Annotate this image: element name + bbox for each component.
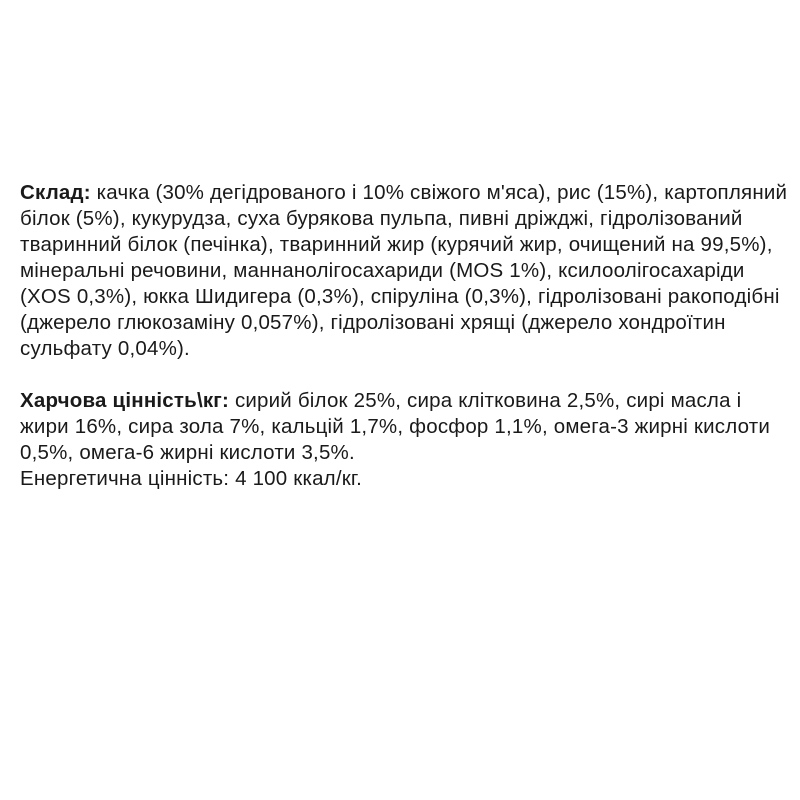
composition-label: Склад: <box>20 181 91 204</box>
composition-text: качка (30% дегідрованого і 10% свіжого м'яса), рис (15%), картопляний білок (5%), кукурудза, суха бурякова пульпа, пивні дріжджі, гідролізований тваринний білок (печінка), тваринний жир (курячий жир, очищений на 99,5%), мінеральні речовини, маннанолігосахариди (MOS 1%), ксилоолігосахаріди (XOS 0,3%), юкка Шидигера (0,3%), спіруліна (0,3%), гідролізовані ракоподібні (джерело глюкозаміну 0,057%), гідролізовані хрящі (джерело хондроїтин сульфату 0,04%). <box>20 181 788 360</box>
nutrition-paragraph <box>20 388 790 492</box>
nutrition-text: сирий білок 25%, сира клітковина 2,5%, сирі масла і жири 16%, сира зола 7%, кальцій 1,7%, фосфор 1,1%, омега-3 жирні кислоти 0,5%, омега-6 жирні кислоти 3,5%. <box>20 389 770 464</box>
composition-paragraph <box>20 180 790 362</box>
product-description <box>20 180 790 492</box>
energy-value-text: Енергетична цінність: 4 100 ккал/кг. <box>20 467 362 490</box>
nutrition-label: Харчова цінність\кг: <box>20 389 230 412</box>
